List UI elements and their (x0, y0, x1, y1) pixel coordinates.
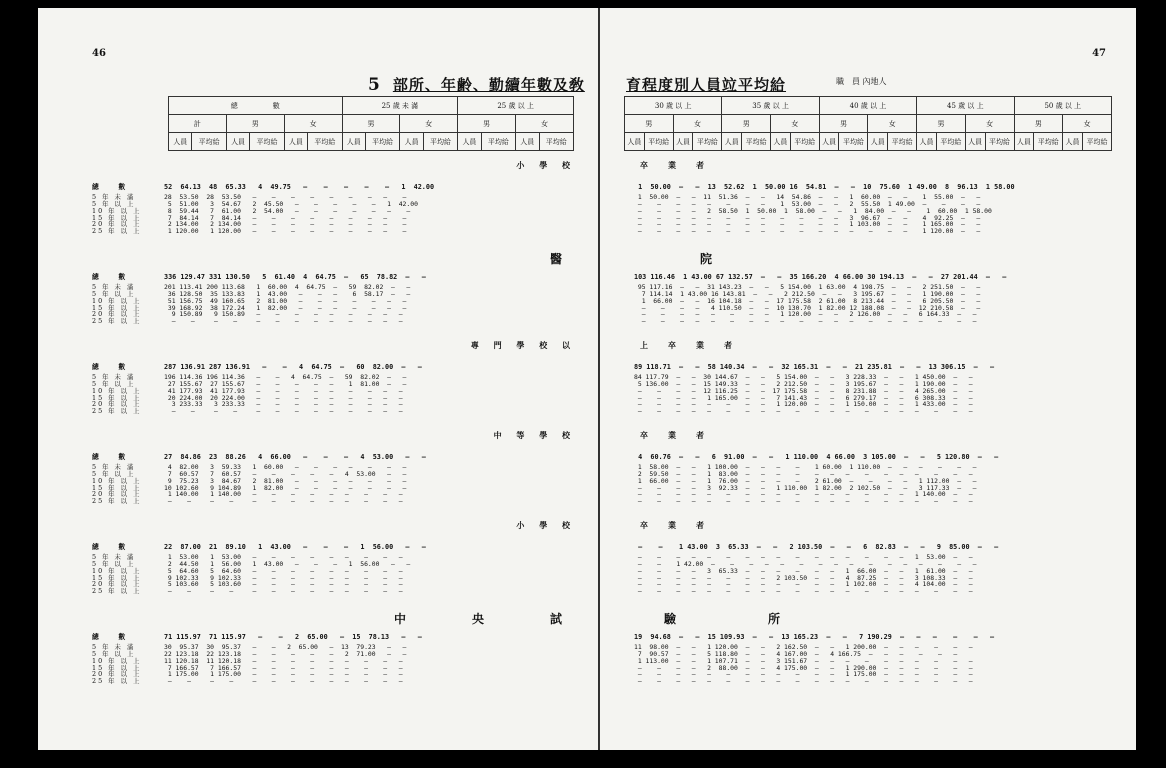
row-values: 39 168.92 38 172.24 1 82.00 — — — — — — — (164, 303, 407, 312)
table-row: — — — — 3 65.33 — — — — — — 1 66.00 — — 1 61.00 — — (634, 566, 973, 575)
header-col: 人員 (673, 133, 693, 151)
header-col: 平均給 (481, 133, 515, 151)
row-label: 10 年 以 上 (92, 386, 142, 395)
row-label: 總 數 (92, 633, 128, 641)
row-label: 10 年 以 上 (92, 296, 142, 305)
row-values: 22 87.00 21 89.10 1 43.00 — — — 1 56.00 — — (164, 543, 426, 551)
header-col: 人員 (819, 133, 839, 151)
table-row: — — — — — — — — — — — — — — — — — — — — (634, 587, 973, 596)
table-row: — — 1 42.00 — — — — — — — — — — — — — — — — (634, 559, 977, 568)
section-caption: 小 學 校 (516, 160, 576, 170)
row-label: 25 年 以 上 (92, 497, 142, 506)
table-row: — — — — — — — — 1 120.00 — — 2 126.00 — — 6 164.33 — — (634, 310, 977, 319)
header-col: 平均給 (985, 133, 1014, 151)
section-caption: 上 卒 業 者 (640, 340, 738, 350)
header-sex: 男 (226, 115, 284, 133)
page-number: 47 (1092, 48, 1106, 59)
row-values: 201 113.41 200 113.68 1 60.00 4 64.75 — 59 82.02 — — (164, 282, 411, 291)
table-row: 84 117.79 — — 30 144.67 — — 5 154.00 — — 3 228.33 — — 1 450.00 — — (634, 372, 973, 381)
row-label: 5 年 未 滿 (92, 282, 136, 291)
header-sex: 女 (771, 115, 820, 133)
header-col-row (625, 133, 1112, 151)
table-row: — — — — — — — — 1 53.00 — — 2 55.50 1 49.00 — — — — (634, 199, 981, 208)
table-row: — — — — 12 116.25 — — 17 175.58 — — 8 231.88 — — 4 265.00 — — (634, 386, 973, 395)
header-col: 人員 (516, 133, 539, 151)
row-values: 9 102.33 9 102.33 — — — — — — — — — (164, 573, 403, 582)
row-values: — — — — — — — — — — — — — (164, 677, 403, 686)
section-table (92, 364, 422, 415)
header-col: 人員 (458, 133, 481, 151)
row-values: 7 166.57 7 166.57 — — — — — — — — — (164, 663, 403, 672)
row-values: 287 136.91 287 136.91 — — 4 64.75 — 60 82.00 — — (164, 363, 422, 371)
total-row (92, 184, 434, 191)
row-values: 4 82.00 3 59.33 1 60.00 — — — — — — — (164, 462, 407, 471)
header-sex: 計 (169, 115, 227, 133)
table-row: 1 58.00 — — 1 100.00 — — — — 1 60.00 1 110.00 — — — — — — (634, 462, 977, 471)
row-label: 5 年 以 上 (92, 199, 136, 208)
header-group: 35 歲 以 上 (722, 97, 819, 115)
header-col: 人員 (1014, 133, 1034, 151)
total-row (92, 454, 426, 461)
row-label: 5 年 以 上 (92, 289, 136, 298)
table-row: 7 114.14 1 43.00 16 143.81 — — 2 212.50 — — 3 195.67 — — 1 190.00 — — (634, 289, 981, 298)
header-sex: 女 (868, 115, 917, 133)
row-label: 25 年 以 上 (92, 677, 142, 686)
table-row: 1 66.00 — — 16 104.18 — — 17 175.58 2 61.00 8 213.44 — — 6 205.50 — — (634, 296, 981, 305)
table-row (92, 678, 422, 685)
table-row: — — — — — — — — 2 103.50 — — 4 87.25 — — 3 108.33 — — (634, 573, 973, 582)
header-sex-row (169, 115, 574, 133)
row-values: 41 177.93 41 177.93 — — — — — — — — — (164, 386, 403, 395)
row-label: 15 年 以 上 (92, 213, 142, 222)
header-col: 平均給 (539, 133, 573, 151)
title-text: 育程度別人員竝平均給 (626, 76, 787, 94)
section-caption: 卒 業 者 (640, 160, 710, 170)
row-label: 20 年 以 上 (92, 670, 142, 679)
table-row: — — — — — — — — — — — — — — — — 1 120.00 — — (634, 227, 981, 236)
section-caption: 卒 業 者 (640, 430, 710, 440)
total-row (92, 364, 422, 371)
section-table (634, 184, 1015, 235)
row-values: 9 75.23 3 84.67 2 81.00 — — — — — — — (164, 476, 407, 485)
header-group: 25 歲 以 上 (458, 97, 574, 115)
row-values: 5 103.60 5 103.60 — — — — — — — — — (164, 580, 403, 589)
row-values: 27 155.67 27 155.67 — — — — — 1 81.00 — — (164, 379, 407, 388)
table-row: — — — — 2 88.00 — — 4 175.00 — — 1 290.00 — — — — — — (634, 663, 973, 672)
table-row: — — — — — — — — — — — — — — — — 1 140.00 — — (634, 490, 973, 499)
header-col: 平均給 (888, 133, 917, 151)
column-header (624, 96, 1112, 151)
title-text: 部所、年齢、勤續年數及敎 (392, 76, 585, 94)
header-group: 總 數 (169, 97, 343, 115)
row-values: 3 233.33 3 233.33 — — — — — — — — — (164, 400, 403, 409)
table-row (92, 318, 426, 325)
row-label: 15 年 以 上 (92, 303, 142, 312)
row-values: 8 59.44 7 61.00 2 54.00 — — — — — — — (164, 206, 411, 215)
header-col: 平均給 (936, 133, 965, 151)
table-row: — — — — 1 165.00 — — 7 141.43 — — 6 279.17 — — 6 308.33 — — (634, 393, 973, 402)
section-table (92, 454, 426, 505)
row-label: 15 年 以 上 (92, 393, 142, 402)
row-label: 5 年 以 上 (92, 559, 136, 568)
table-number: 5 (368, 75, 381, 95)
table-row: — — — — — — — — — — — — — — — — — — — — (634, 497, 973, 506)
header-col: 人員 (342, 133, 365, 151)
header-col: 人員 (771, 133, 791, 151)
page-number: 46 (92, 48, 106, 59)
row-label: 總 數 (92, 543, 128, 551)
total-row: 1 50.00 — — 13 52.62 1 50.00 16 54.81 — — 10 75.60 1 49.00 8 96.13 1 58.00 (634, 183, 1015, 191)
row-values: 5 51.00 3 54.67 2 45.50 — — — — — 1 42.00 (164, 199, 418, 208)
row-values: 7 60.57 7 60.57 — — — — — 4 53.00 — — (164, 469, 407, 478)
row-label: 20 年 以 上 (92, 490, 142, 499)
right-page (600, 8, 1136, 750)
row-values: 2 134.00 2 134.00 — — — — — — — — — (164, 220, 407, 229)
row-values: 36 128.50 35 133.83 1 43.00 — — — 6 58.17 — — (164, 289, 411, 298)
header-group-row (169, 97, 574, 115)
section-caption: 卒 業 者 (640, 520, 710, 530)
row-label: 總 數 (92, 453, 128, 461)
table-row: 1 50.00 — — 11 51.36 — — 14 54.86 — — 1 60.00 — — 1 55.00 — — (634, 192, 981, 201)
total-row: 19 94.68 — — 15 109.93 — — 13 165.23 — — 7 190.29 — — — — — — (634, 633, 995, 641)
row-values: 51 156.75 49 160.65 2 81.00 — — — — — — — (164, 296, 407, 305)
row-label: 15 年 以 上 (92, 483, 142, 492)
row-values: 52 64.13 48 65.33 4 49.75 — — — — — 1 42.00 (164, 183, 435, 191)
header-col: 人員 (965, 133, 985, 151)
header-col: 人員 (625, 133, 645, 151)
total-row (92, 274, 426, 281)
row-label: 總 數 (92, 363, 128, 371)
row-values: 5 64.60 5 64.60 — — — — — — — — — (164, 566, 403, 575)
header-col: 平均給 (308, 133, 342, 151)
section-caption: 中 等 學 校 (493, 430, 576, 440)
section-caption: 中 央 試 (393, 612, 576, 626)
section-caption: 院 (700, 252, 727, 266)
total-row: — — 1 43.00 3 65.33 — — 2 103.50 — — 6 82.83 — — 9 85.00 — — (634, 543, 999, 551)
header-sex: 女 (965, 115, 1014, 133)
header-col: 人員 (917, 133, 937, 151)
table-row: 1 66.00 — — 1 76.00 — — — — 2 61.00 — — — — 1 112.00 — — (634, 476, 977, 485)
row-label: 20 年 以 上 (92, 310, 142, 319)
row-label: 5 年 未 滿 (92, 192, 136, 201)
row-values: 336 129.47 331 130.50 5 61.40 4 64.75 — 65 78.82 — — (164, 273, 426, 281)
header-col: 平均給 (365, 133, 399, 151)
header-col: 平均給 (250, 133, 284, 151)
table-row: 11 98.00 — — 1 120.00 — — 2 162.50 — — 1 200.00 — — — — — — (634, 642, 973, 651)
table-row: 1 113.00 — — 1 107.71 — — 3 151.67 — — — — — — — — — — (634, 656, 973, 665)
row-values: 1 120.00 1 120.00 — — — — — — — — — (164, 227, 407, 236)
section-table (92, 184, 434, 235)
row-label: 10 年 以 上 (92, 206, 142, 215)
header-group: 30 歲 以 上 (625, 97, 722, 115)
row-values: — — — — — — — — — — — — — (164, 407, 403, 416)
row-values: 20 224.00 20 224.00 — — — — — — — — — (164, 393, 403, 402)
row-label: 15 年 以 上 (92, 663, 142, 672)
section-table (92, 274, 426, 325)
header-col: 平均給 (423, 133, 457, 151)
table-row: — — — — 2 58.50 1 50.00 1 58.00 — — 1 84.00 — — 1 60.00 1 58.00 (634, 206, 992, 215)
row-values: 1 140.00 1 140.00 — — — — — — — — — (164, 490, 403, 499)
table-row: — — — — — — — — — — — — 1 103.00 — — 1 165.00 — — (634, 220, 981, 229)
table-row: — — — — — — — — — — — — — — — — 1 53.00 — — (634, 552, 973, 561)
row-values: 71 115.97 71 115.97 — — 2 65.00 — 15 78.13 — — (164, 633, 422, 641)
title-note: 職 員 內地人 (836, 77, 887, 86)
row-values: 1 53.00 1 53.00 — — — — — — — — — (164, 552, 403, 561)
row-values: 27 84.86 23 88.26 4 66.00 — — — 4 53.00 — — (164, 453, 426, 461)
header-sex: 男 (819, 115, 868, 133)
header-col: 平均給 (839, 133, 868, 151)
table-row (92, 408, 422, 415)
header-sex: 女 (1063, 115, 1112, 133)
section-table (92, 634, 422, 685)
section-table (634, 634, 994, 685)
row-values: — — — — — — — — — — — — — (164, 587, 403, 596)
total-row (92, 544, 426, 551)
header-col: 平均給 (742, 133, 771, 151)
header-group-row (625, 97, 1112, 115)
header-col: 平均給 (192, 133, 226, 151)
header-sex: 男 (458, 115, 516, 133)
header-sex: 女 (400, 115, 458, 133)
header-col: 人員 (284, 133, 307, 151)
row-label: 15 年 以 上 (92, 573, 142, 582)
header-sex: 女 (284, 115, 342, 133)
row-label: 5 年 未 滿 (92, 372, 136, 381)
table-row: — — — — — — — — — — — — — — — — — — — — (634, 677, 973, 686)
row-label: 20 年 以 上 (92, 400, 142, 409)
row-values: 28 53.50 28 53.50 — — — — — — — — — (164, 192, 407, 201)
header-col: 人員 (226, 133, 249, 151)
row-values: 9 150.89 9 150.89 — — — — — — — — — (164, 310, 403, 319)
row-label: 25 年 以 上 (92, 587, 142, 596)
header-group: 40 歲 以 上 (819, 97, 916, 115)
left-page (38, 8, 598, 750)
header-sex: 男 (342, 115, 400, 133)
header-sex: 男 (625, 115, 674, 133)
table-row: — — — — — — — — — — — — 3 96.67 — — 4 92.25 — — (634, 213, 981, 222)
row-label: 10 年 以 上 (92, 656, 142, 665)
row-label: 總 數 (92, 273, 128, 281)
header-group: 50 歲 以 上 (1014, 97, 1112, 115)
section-caption: 驗 所 (664, 612, 795, 626)
table-row: — — — — — — — — — — — — 1 102.00 — — 4 104.00 — — (634, 580, 973, 589)
total-row: 89 118.71 — — 58 140.34 — — 32 165.31 — — 21 235.81 — — 13 306.15 — — (634, 363, 995, 371)
table-row: 7 90.57 — — 5 118.80 — — 4 167.00 — 4 166.75 — — — — — — (634, 649, 958, 658)
section-table (634, 364, 994, 415)
table-row (92, 588, 426, 595)
row-values: 2 44.50 1 56.00 1 43.00 — — — 1 56.00 — — (164, 559, 411, 568)
header-group: 25 歲 未 滿 (342, 97, 458, 115)
header-col: 平均給 (644, 133, 673, 151)
row-label: 25 年 以 上 (92, 317, 142, 326)
row-values: 30 95.37 30 95.37 — — 2 65.00 — 13 79.23 — — (164, 642, 407, 651)
row-label: 20 年 以 上 (92, 220, 142, 229)
row-values: 22 123.18 22 123.18 — — — — — 2 71.00 — — (164, 649, 407, 658)
row-values: — — — — — — — — — — — — — (164, 317, 403, 326)
table-row (92, 228, 434, 235)
header-col-row (169, 133, 574, 151)
table-row: 2 59.50 — — 1 83.00 — — — — — — — — — — — — — — (634, 469, 973, 478)
section-caption: 小 學 校 (516, 520, 576, 530)
row-label: 10 年 以 上 (92, 476, 142, 485)
row-label: 5 年 以 上 (92, 649, 136, 658)
table-row: — — — — — — — — 1 120.00 — — 1 150.00 — — 1 433.00 — — (634, 400, 973, 409)
header-col: 平均給 (1034, 133, 1063, 151)
page-title (368, 74, 585, 95)
table-row: — — — — — — — — — — — — — — — — — — — — (634, 317, 977, 326)
row-values: 1 175.00 1 175.00 — — — — — — — — — (164, 670, 403, 679)
header-sex: 女 (673, 115, 722, 133)
row-label: 5 年 以 上 (92, 469, 136, 478)
row-label: 25 年 以 上 (92, 227, 142, 236)
header-sex-row (625, 115, 1112, 133)
table-row: — — — — 4 110.50 — — 10 130.70 1 82.00 12 188.08 — — 12 210.58 — — (634, 303, 981, 312)
row-label: 5 年 未 滿 (92, 462, 136, 471)
table-row: 95 117.16 — — 31 143.23 — — 5 154.00 1 63.00 4 198.75 — — 2 251.50 — — (634, 282, 981, 291)
section-table (634, 454, 998, 505)
header-sex: 男 (722, 115, 771, 133)
row-label: 5 年 未 滿 (92, 552, 136, 561)
header-sex: 男 (1014, 115, 1063, 133)
section-table (634, 544, 998, 595)
row-values: 10 102.60 9 104.89 1 82.00 — — — — — — — (164, 483, 407, 492)
header-col: 平均給 (790, 133, 819, 151)
section-caption: 專 門 學 校 以 (470, 340, 576, 350)
page-title (626, 74, 786, 95)
header-sex: 男 (917, 115, 966, 133)
row-label: 10 年 以 上 (92, 566, 142, 575)
row-label: 25 年 以 上 (92, 407, 142, 416)
row-values: — — — — — — — — — — — — — (164, 497, 403, 506)
header-sex: 女 (516, 115, 574, 133)
table-row: — — — — 3 92.33 — — 1 110.00 1 82.00 2 102.50 — — 3 117.33 — — (634, 483, 977, 492)
table-row (92, 498, 426, 505)
header-col: 平均給 (693, 133, 722, 151)
total-row: 4 60.76 — — 6 91.00 — — 1 110.00 4 66.00 3 105.00 — — 5 120.80 — — (634, 453, 999, 461)
table-row: — — — — — — — — — — — — — — — — — — — — (634, 407, 973, 416)
header-col: 人員 (1063, 133, 1083, 151)
table-row: — — — — — — — — — — — — 1 175.00 — — — — — — (634, 670, 973, 679)
header-col: 人員 (400, 133, 423, 151)
section-table (92, 544, 426, 595)
header-col: 平均給 (1082, 133, 1111, 151)
row-values: 11 120.18 11 120.18 — — — — — — — — — (164, 656, 403, 665)
header-col: 人員 (169, 133, 192, 151)
header-col: 人員 (722, 133, 742, 151)
column-header (168, 96, 574, 151)
row-values: 196 114.36 196 114.36 — — 4 64.75 — 59 82.02 — — (164, 372, 407, 381)
row-label: 總 數 (92, 183, 128, 191)
row-label: 5 年 未 滿 (92, 642, 136, 651)
table-row: 5 136.00 — — 15 149.33 — — 2 212.50 — — 3 195.67 — — 1 190.00 — — (634, 379, 973, 388)
header-col: 人員 (868, 133, 888, 151)
total-row: 103 116.46 1 43.00 67 132.57 — — 35 166.20 4 66.00 30 194.13 — — 27 201.44 — — (634, 273, 1007, 281)
row-label: 5 年 以 上 (92, 379, 136, 388)
section-table (634, 274, 1006, 325)
section-caption: 醫 (549, 252, 576, 266)
total-row (92, 634, 422, 641)
row-label: 20 年 以 上 (92, 580, 142, 589)
row-values: 7 84.14 7 84.14 — — — — — — — — — (164, 213, 407, 222)
header-group: 45 歲 以 上 (917, 97, 1014, 115)
